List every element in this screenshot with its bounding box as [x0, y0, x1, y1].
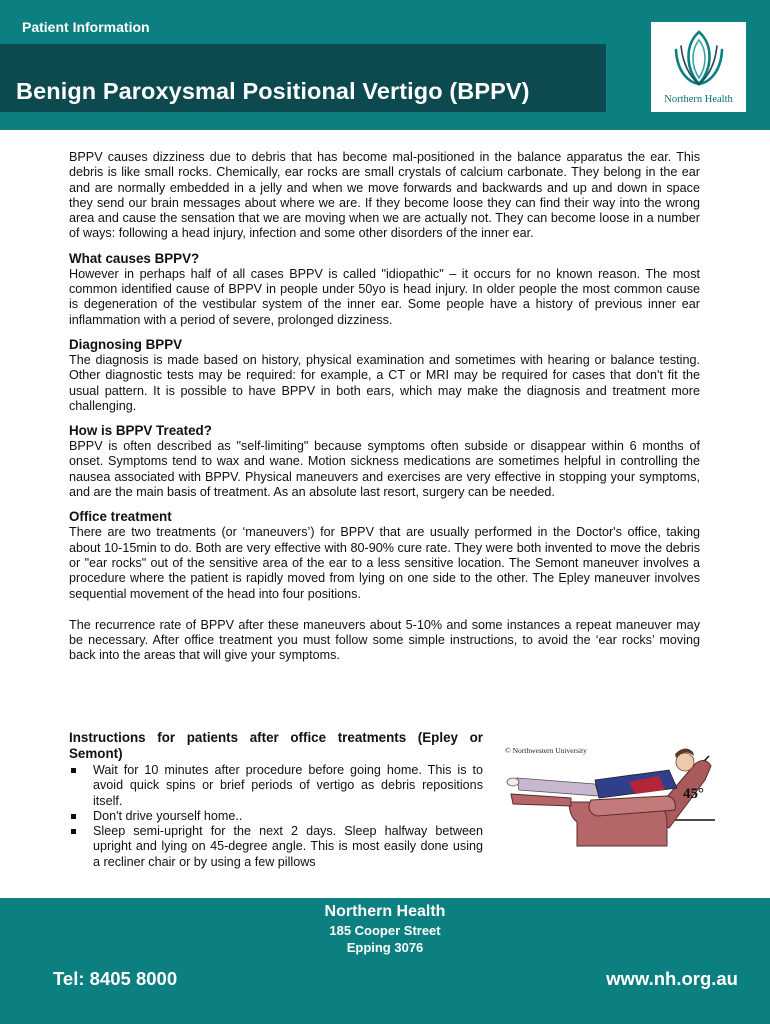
figure-angle-label: 45° — [683, 786, 704, 802]
section-body-causes: However in perhaps half of all cases BPPV is called "idiopathic" – it occurs for no known reason. The most common identified cause of BPPV in people under 50yo is head injury. In older people the most common cause is degeneration of the vestibular system of the inner ear. Some people have a history of previous inner ear inflammation with a period of severe, prolonged dizziness. — [69, 266, 700, 327]
section-body-office: There are two treatments (or ‘maneuvers’) for BPPV that are usually performed in the Doctor's office, taking about 10-15min to do. Both are very effective with 80-90% cure rate. They were both invented to move the debris or "ear rocks" out of the sensitive area of the ear to a less sensitive location. The Semont maneuver involves a procedure where the patient is rapidly moved from lying on one side to the other. The Epley maneuver involves sequential movement of the head into four positions. — [69, 525, 700, 601]
logo-text: Northern Health — [664, 94, 733, 105]
section-body-treated: BPPV is often described as "self-limiting" because symptoms often subside or disappear within 6 months of onset. Symptoms tend to wax and wane. Motion sickness medications are sometimes helpful in controlling the nausea associated with BPPV. Physical maneuvers and exercises are very effective in stopping your symptoms, and are the main basis of treatment. As an absolute last resort, surgery can be needed. — [69, 439, 700, 500]
page-footer — [0, 898, 770, 1024]
section-heading-office: Office treatment — [69, 509, 172, 525]
list-item: Sleep semi-upright for the next 2 days. Sleep halfway between upright and lying on 45-degree angle. This is most easily done using a recliner chair or by using a few pillows — [69, 824, 483, 870]
recurrence-paragraph: The recurrence rate of BPPV after these maneuvers about 5-10% and some instances a repeat maneuver may be necessary. After office treatment you must follow some simple instructions, to avoid the ‘ear rocks’ moving back into the areas that will give your symptoms. — [69, 617, 700, 663]
figure-copyright: © Northwestern University — [505, 746, 587, 755]
footer-org-name: Northern Health — [324, 903, 446, 920]
list-item: Don't drive yourself home.. — [69, 809, 483, 824]
footer-suburb: Epping 3076 — [346, 940, 424, 955]
article-body — [69, 150, 700, 664]
instructions-heading: Instructions for patients after office treatments (Epley or Semont) — [69, 730, 483, 761]
header-tag: Patient Information — [22, 19, 150, 35]
recliner-illustration — [499, 742, 725, 852]
instructions-list — [69, 763, 483, 870]
page-header — [0, 0, 770, 130]
footer-website-link[interactable]: www.nh.org.au — [606, 968, 738, 989]
section-heading-causes: What causes BPPV? — [69, 250, 200, 266]
lotus-logo-icon — [673, 26, 725, 92]
section-heading-treated: How is BPPV Treated? — [69, 423, 212, 439]
intro-paragraph: BPPV causes dizziness due to debris that has become mal-positioned in the balance apparatus the ear. This debris is like small rocks. Chemically, ear rocks are small crystals of calcium carbonate. They belong in the ear and are normally embedded in a jelly and when we move forwards and backwards and up and down in space they send our brain messages about where we are. If they become loose they can find their way into the wrong area and cause the sensation that we are moving when we are actually not. They can become loose in a number of ways: following a head injury, infection and some other disorders of the inner ear. — [69, 150, 700, 241]
section-heading-diagnosing: Diagnosing BPPV — [69, 336, 183, 352]
page-title: Benign Paroxysmal Positional Vertigo (BPPV) — [16, 78, 530, 104]
footer-telephone: Tel: 8405 8000 — [53, 968, 178, 989]
footer-street: 185 Cooper Street — [329, 923, 441, 938]
section-body-diagnosing: The diagnosis is made based on history, physical examination and sometimes with hearing or balance testing. Other diagnostic tests may be required: for example, a CT or MRI may be required for cases that don't fit the usual pattern. It is possible to have BPPV in both ears, which may make the diagnosis and treatment more challenging. — [69, 352, 700, 413]
northern-health-logo — [651, 22, 746, 112]
list-item: Wait for 10 minutes after procedure before going home. This is to avoid quick spins or brief periods of vertigo as debris repositions itself. — [69, 763, 483, 809]
instructions-block — [69, 730, 483, 870]
